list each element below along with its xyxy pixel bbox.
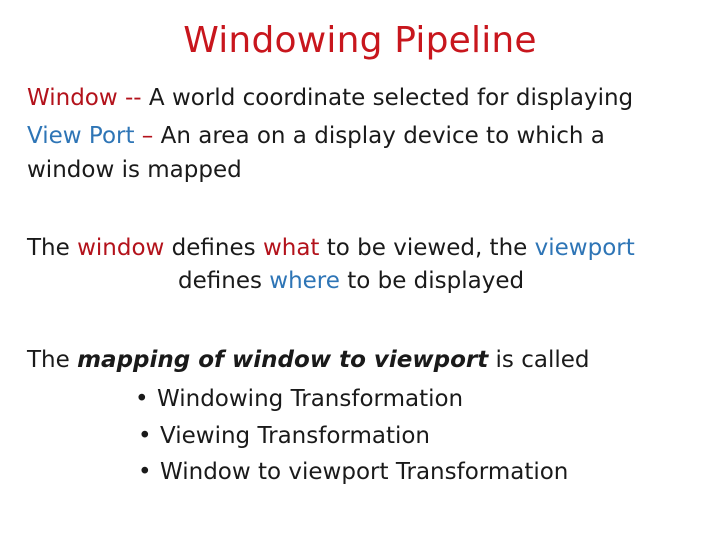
statement-what-term: what <box>262 235 320 261</box>
window-definition <box>27 83 633 113</box>
bullet-text: Viewing Transformation <box>160 423 431 449</box>
window-definition-text: A world coordinate selected for displaying <box>148 85 634 111</box>
statement-window-term: window <box>77 235 165 261</box>
bullet-item <box>138 421 430 451</box>
slide-title: Windowing Pipeline <box>183 20 537 61</box>
window-separator: -- <box>117 85 149 111</box>
mapping-sentence <box>27 345 589 375</box>
statement-text: to be viewed, the <box>319 235 535 261</box>
bullet-item <box>138 457 568 487</box>
bullet-item <box>135 384 463 414</box>
mapping-suffix: is called <box>488 347 590 373</box>
window-term: Window <box>27 85 118 111</box>
mapping-emphasis: mapping of window to viewport <box>77 347 489 373</box>
bullet-text: Window to viewport Transformation <box>160 459 569 485</box>
viewport-definition-continued: window is mapped <box>27 157 242 183</box>
bullet-dot: • <box>138 459 152 485</box>
bullet-text: Windowing Transformation <box>157 386 464 412</box>
viewport-definition <box>27 121 605 151</box>
statement-viewport-term: viewport <box>534 235 635 261</box>
bullet-dot: • <box>138 423 152 449</box>
statement-line-1 <box>27 233 635 263</box>
mapping-prefix: The <box>27 347 78 373</box>
statement-where-term: where <box>269 268 340 294</box>
viewport-term: View Port <box>27 123 135 149</box>
statement-text: to be displayed <box>339 268 525 294</box>
viewport-definition-text: An area on a display device to which a <box>160 123 605 149</box>
viewport-separator: – <box>134 123 161 149</box>
bullet-dot: • <box>135 386 149 412</box>
statement-line-2 <box>178 266 524 296</box>
statement-text: defines <box>178 268 270 294</box>
statement-text: defines <box>164 235 263 261</box>
statement-text: The <box>27 235 78 261</box>
